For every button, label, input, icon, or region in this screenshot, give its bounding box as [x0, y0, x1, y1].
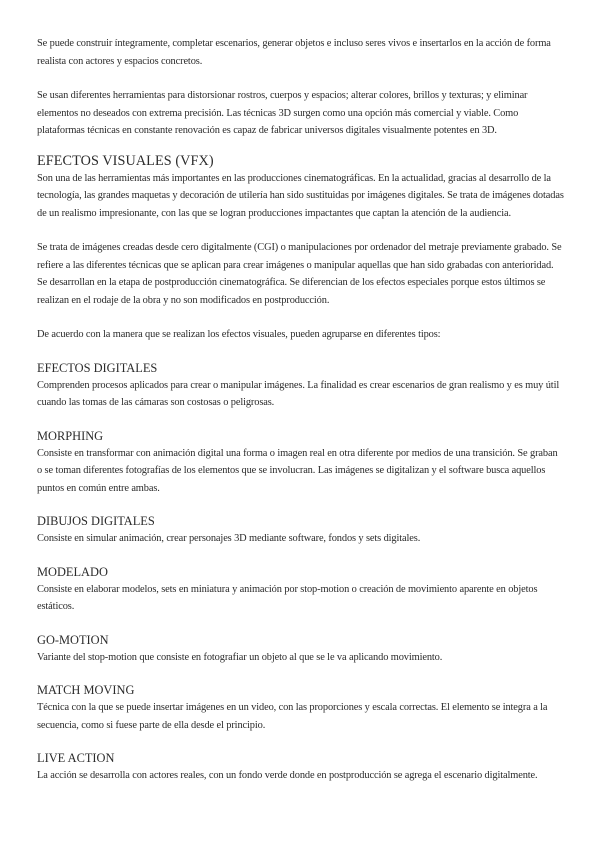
section-heading-morphing: MORPHING — [37, 428, 104, 443]
section-heading-efectos-digitales: EFECTOS DIGITALES — [37, 360, 158, 375]
section-text-efectos-digitales: Comprenden procesos aplicados para crear o manipular imágenes. La finalidad es crear escenarios de gran realismo y es muy útil cuando las tomas de las cámaras son costosas o peligrosas. — [37, 379, 560, 408]
section-heading-dibujos-digitales: DIBUJOS DIGITALES — [37, 514, 155, 528]
document-page — [37, 35, 565, 785]
section-text-go-motion: Variante del stop-motion que consiste en fotografiar un objeto al que se le va aplicando movimiento. — [37, 651, 443, 663]
intro-paragraph-2: Se usan diferentes herramientas para distorsionar rostros, cuerpos y espacios; alterar colores, brillos y texturas; y eliminar elementos no deseados con extrema precisión. Las técnicas 3D surgen como una opción más comercial y viable. Como plataformas técnicas en constante renovación es capaz de fabricar universos digitales visualmente potentes en 3D. — [37, 90, 528, 136]
vfx-paragraph-1: Son una de las herramientas más importantes en las producciones cinematográficas. En la actualidad, gracias al desarrollo de la tecnología, las grandes maquetas y decoración de utilería han sido sustituidas por imágenes digitales. Se trata de imágenes dotadas de un realismo impresionante, con las que se logran producciones impactantes que captan la atención de la audiencia. — [37, 172, 564, 219]
section-text-match-moving: Técnica con la que se puede insertar imágenes en un video, con las proporciones y escala correctas. El elemento se integra a la secuencia, como si fuese parte de ella desde el principio. — [37, 702, 548, 731]
intro-paragraph-1: Se puede construir íntegramente, completar escenarios, generar objetos e incluso seres vivos e insertarlos en la acción de forma realista con actores y espacios concretos. — [37, 38, 551, 67]
section-heading-match-moving: MATCH MOVING — [37, 683, 135, 697]
section-text-live-action: La acción se desarrolla con actores reales, con un fondo verde donde en postproducción se agrega el escenario digitalmente. — [37, 770, 538, 781]
vfx-heading: EFECTOS VISUALES (VFX) — [37, 152, 214, 169]
vfx-paragraph-2: Se trata de imágenes creadas desde cero digitalmente (CGI) o manipulaciones por ordenador del metraje previamente grabado. Se refiere a las diferentes técnicas que se aplican para crear imágenes o manipular aquellas que han sido grabadas con anterioridad. Se desarrollan en la etapa de postproducción cinematográfica. Se diferencian de los efectos especiales porque estos últimos se realizan en el rodaje de la obra y no son modificados en postproducción. — [37, 242, 562, 306]
section-heading-go-motion: GO-MOTION — [37, 632, 109, 647]
section-heading-modelado: MODELADO — [37, 564, 108, 579]
section-text-modelado: Consiste en elaborar modelos, sets en miniatura y animación por stop-motion o creación de movimiento aparente en objetos estáticos. — [37, 583, 538, 612]
section-text-morphing: Consiste en transformar con animación digital una forma o imagen real en otra diferente por medios de una transición. Se graban o se toman diferentes fotografías de los elementos que se involucran. Las imágenes se digitalizan y el software busca aquellos puntos en común entre ambas. — [37, 447, 558, 494]
section-heading-live-action: LIVE ACTION — [37, 751, 115, 765]
section-text-dibujos-digitales: Consiste en simular animación, crear personajes 3D mediante software, fondos y sets digitales. — [37, 533, 421, 544]
vfx-paragraph-3: De acuerdo con la manera que se realizan los efectos visuales, pueden agruparse en diferentes tipos: — [37, 329, 441, 340]
